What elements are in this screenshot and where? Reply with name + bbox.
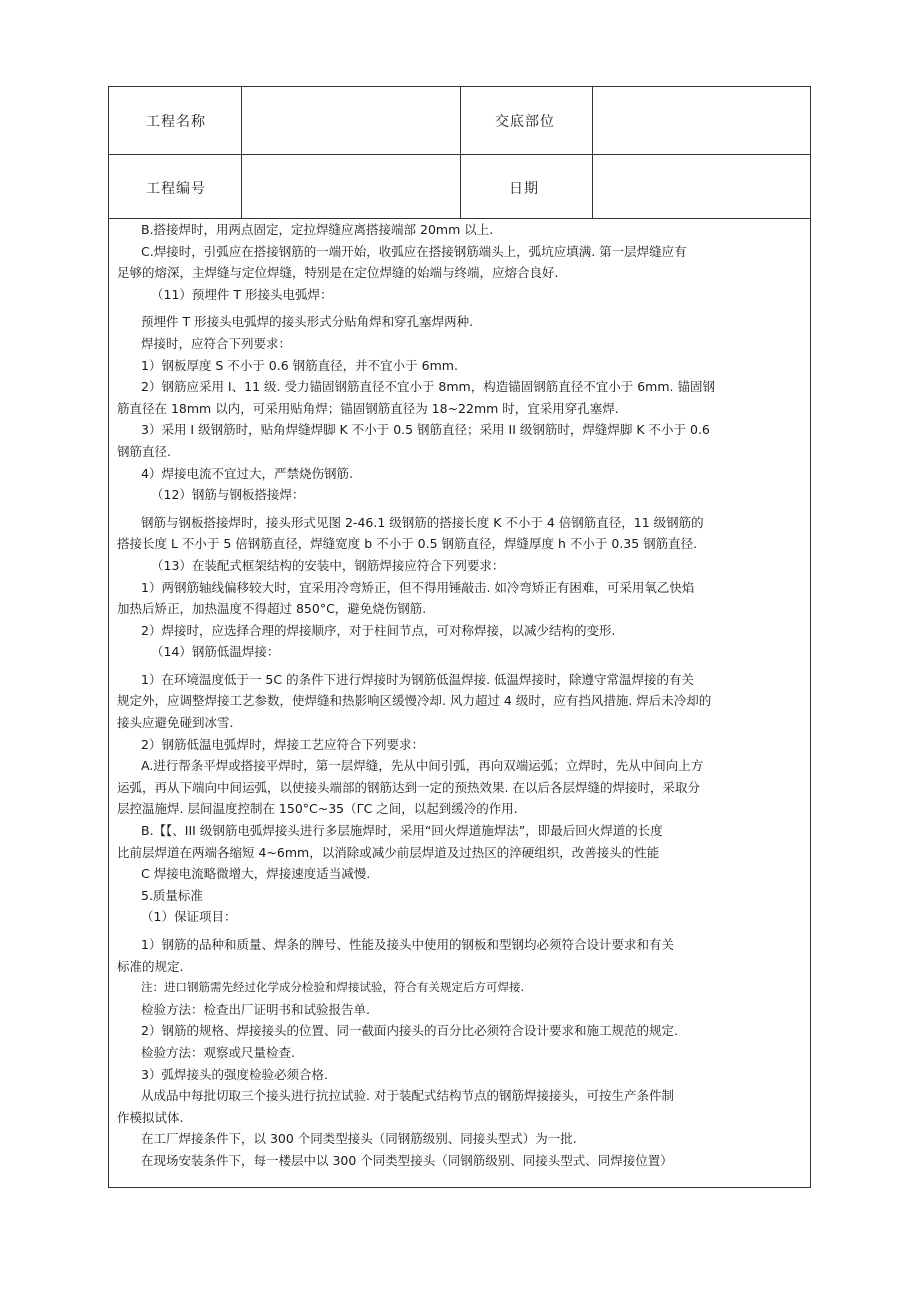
- text-line: 钢筋直径.: [117, 443, 171, 459]
- text-line: （14）钢筋低温焊接：: [151, 644, 280, 660]
- text-line: 2）钢筋低温电弧焊时，焊接工艺应符合下列要求：: [141, 736, 424, 752]
- text-line: 2）焊接时，应选择合理的焊接顺序，对于柱间节点，可对称焊接，以减少结构的变形.: [141, 622, 616, 638]
- text-line: 1）钢板厚度 S 不小于 0.6 钢筋直径，并不宜小于 6mm.: [141, 357, 458, 373]
- disclosure-form: [108, 86, 811, 1188]
- text-line: 比前层焊道在两端各缩短 4~6mm，以消除或减少前层焊道及过热区的淬硬组织，改善接头的性能: [117, 844, 660, 860]
- text-line: 层控温施焊. 层间温度控制在 150°C~35（ΓC 之间，以起到缓冷的作用.: [117, 801, 518, 817]
- text-line: 搭接长度 L 不小于 5 倍钢筋直径，焊缝宽度 b 不小于 0.5 钢筋直径，焊缝厚度 h 不小于 0.35 钢筋直径.: [117, 536, 698, 552]
- text-line: C 焊接电流略微增大，焊接速度适当减慢.: [141, 866, 371, 882]
- text-line: 在现场安装条件下，每一楼层中以 300 个同类型接头（同钢筋级别、同接头型式、同焊接位置）: [141, 1152, 673, 1168]
- text-line: 5.质量标准: [141, 887, 203, 903]
- text-line: 在工厂焊接条件下，以 300 个同类型接头（同钢筋级别、同接头型式）为一批.: [141, 1131, 577, 1147]
- text-line: 接头应避免碰到冰雪.: [117, 715, 234, 731]
- text-line: 筋直径在 18mm 以内，可采用贴角焊；锚固钢筋直径为 18~22mm 时，宜采用穿孔塞焊.: [117, 400, 619, 416]
- text-line: 从成品中每批切取三个接头进行抗拉试验. 对于装配式结构节点的钢筋焊接接头，可按生产条件制: [141, 1088, 674, 1104]
- text-line: 1）在环境温度低于一 5C 的条件下进行焊接时为钢筋低温焊接. 低温焊接时，除遵守常温焊接的有关: [141, 671, 695, 687]
- text-line: 检验方法：观察或尺量检查.: [141, 1044, 295, 1060]
- text-line: C.焊接时，引弧应在搭接钢筋的一端开始，收弧应在搭接钢筋端头上，弧坑应填满. 第一层焊缝应有: [141, 243, 687, 259]
- text-line: 1）钢筋的品种和质量、焊条的牌号、性能及接头中使用的钢板和型钢均必须符合设计要求和有关: [141, 937, 674, 952]
- text-line: 标准的规定.: [117, 958, 184, 974]
- handover-part-label: 交底部位: [495, 114, 555, 130]
- text-line: 作模拟试体.: [117, 1109, 184, 1125]
- text-line: 1）两钢筋轴线偏移较大时，宜采用冷弯矫正，但不得用锤敲击. 如冷弯矫正有困难，可采用氧乙快焰: [141, 579, 695, 595]
- text-line: 检验方法：检查出厂证明书和试验报告单.: [141, 1001, 370, 1017]
- text-line: 焊接时，应符合下列要求：: [141, 335, 292, 351]
- text-line: 2）钢筋应采用 I、11 级. 受力锚固钢筋直径不宜小于 8mm，构造锚固钢筋直径不宜小于 6mm. 锚固钢: [141, 379, 715, 395]
- text-line: 预埋件 T 形接头电弧焊的接头形式分贴角焊和穿孔塞焊两种.: [141, 314, 474, 330]
- text-line: 加热后矫正，加热温度不得超过 850°C，避免烧伤钢筋.: [117, 601, 427, 617]
- text-line: （1）保证项目：: [141, 909, 237, 925]
- project-no-label: 工程编号: [146, 181, 206, 197]
- text-line: （13）在装配式框架结构的安装中，钢筋焊接应符合下列要求：: [151, 557, 505, 573]
- text-line: 运弧，再从下端向中间运弧，以使接头端部的钢筋达到一定的预热效果. 在以后各层焊缝的焊接时，采取分: [117, 779, 700, 795]
- text-line: （12）钢筋与钢板搭接焊：: [151, 487, 305, 503]
- date-label: 日期: [509, 181, 539, 197]
- text-line: （11）预埋件 T 形接头电弧焊：: [151, 286, 333, 302]
- divider: [241, 87, 242, 219]
- divider: [592, 87, 593, 219]
- text-line: 注：进口钢筋需先经过化学成分检验和焊接试验，符合有关规定后方可焊接.: [141, 980, 525, 995]
- text-line: 钢筋与钢板搭接焊时，接头形式见图 2-46.1 级钢筋的搭接长度 K 不小于 4 倍钢筋直径，11 级钢筋的: [141, 514, 704, 530]
- text-line: A.进行帮条平焊或搭接平焊时，第一层焊缝，先从中间引弧，再向双端运弧；立焊时，先从中间向上方: [141, 758, 704, 774]
- text-line: 2）钢筋的规格、焊接接头的位置、同一截面内接头的百分比必须符合设计要求和施工规范的规定.: [141, 1023, 678, 1039]
- text-line: 规定外，应调整焊接工艺参数，使焊缝和热影响区缓慢冷却. 风力超过 4 级时，应有挡风措施. 焊后未冷却的: [117, 693, 712, 709]
- text-line: 3）弧焊接头的强度检验必须合格.: [141, 1066, 328, 1082]
- text-line: 3）采用 I 级钢筋时，贴角焊缝焊脚 K 不小于 0.5 钢筋直径；采用 II 级钢筋时，焊缝焊脚 K 不小于 0.6: [141, 422, 710, 438]
- text-line: 4）焊接电流不宜过大，严禁烧伤钢筋.: [141, 465, 353, 481]
- text-line: 足够的熔深，主焊缝与定位焊缝，特别是在定位焊缝的始端与终端，应熔合良好.: [117, 265, 559, 281]
- project-name-label: 工程名称: [146, 114, 206, 130]
- document-body: [117, 219, 807, 1172]
- text-line: B.搭接焊时，用两点固定，定拉焊缝应离搭接端部 20mm 以上.: [141, 222, 494, 237]
- divider: [460, 87, 461, 219]
- text-line: B.【【、III 级钢筋电弧焊接头进行多层施焊时，采用“回火焊道施焊法”，即最后回火焊道的长度: [141, 823, 663, 839]
